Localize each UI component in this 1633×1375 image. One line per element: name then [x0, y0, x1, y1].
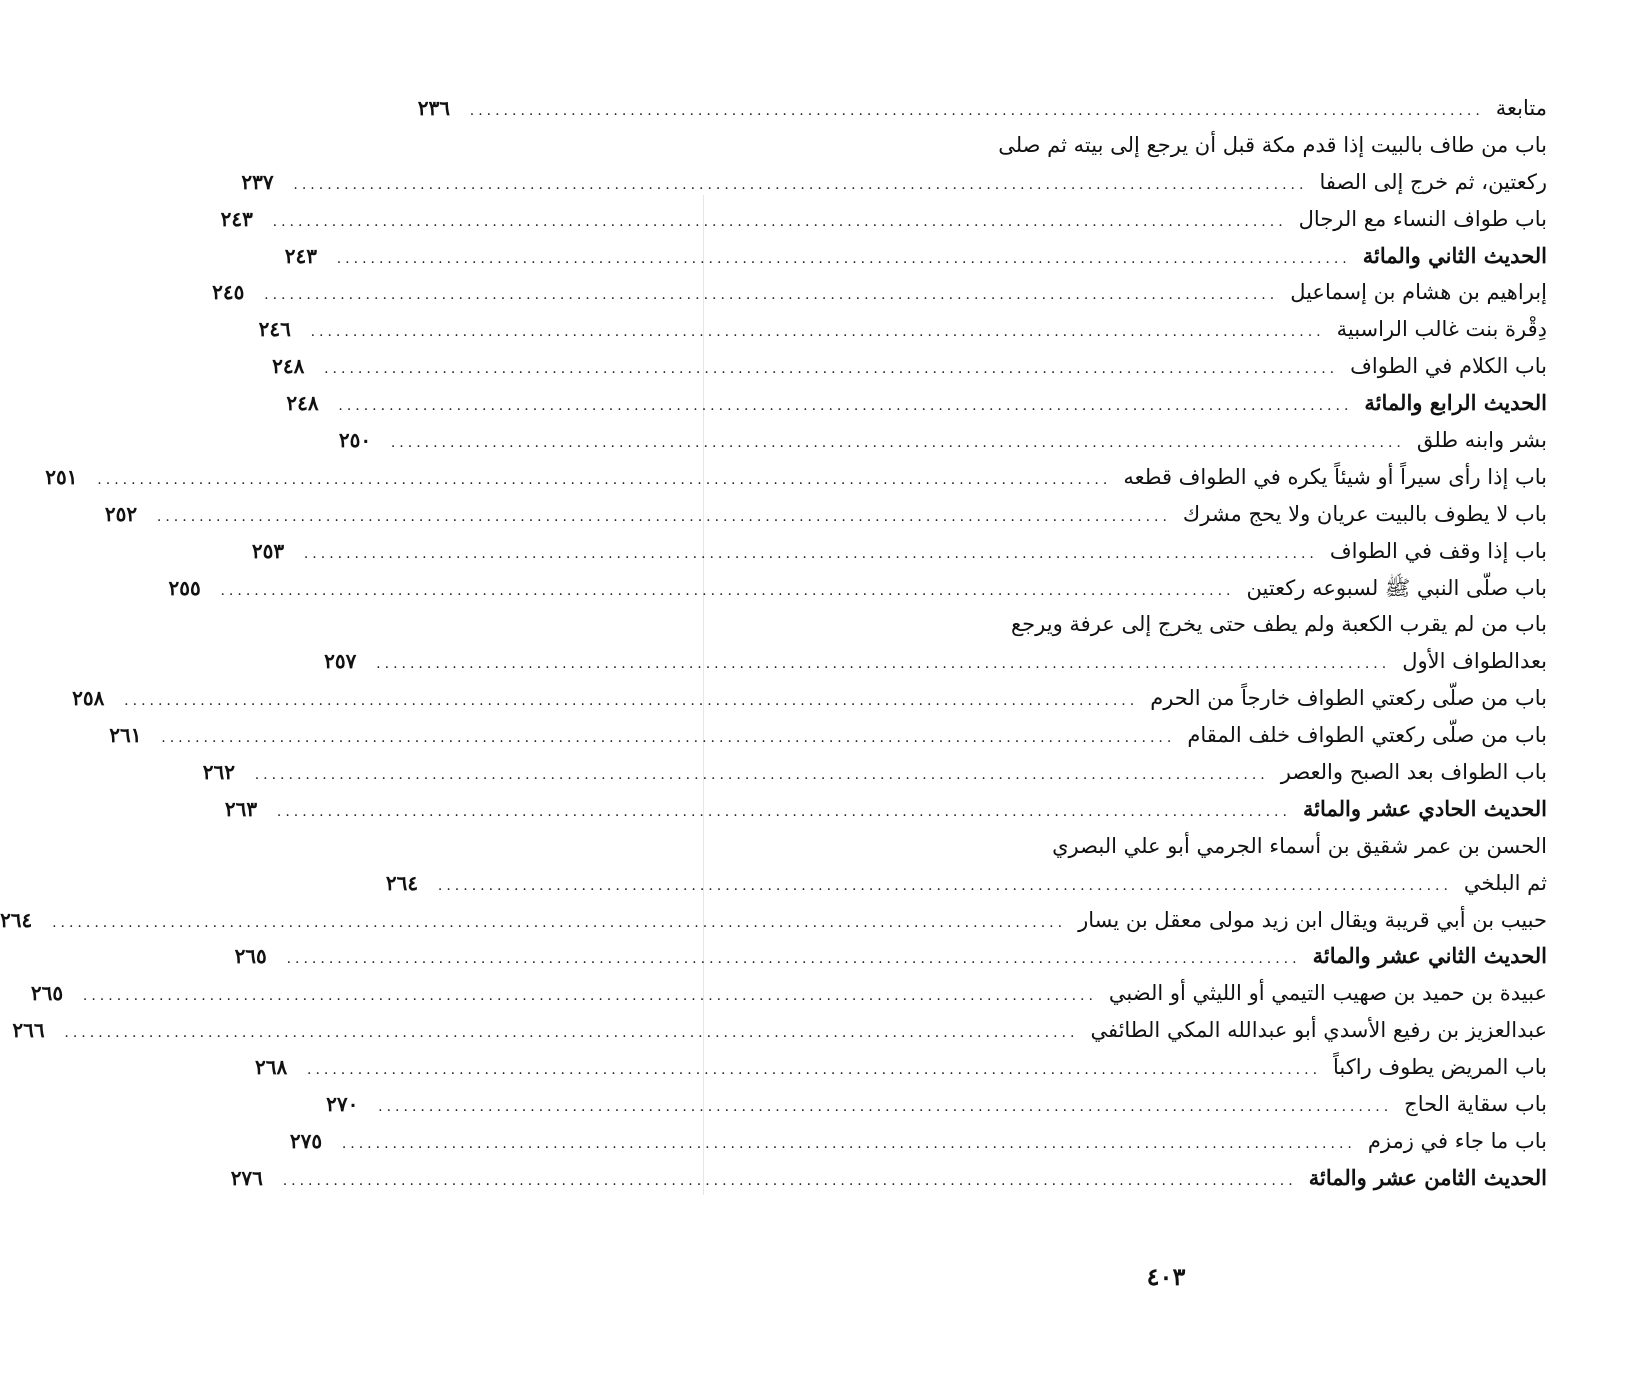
entry-page: ٢٦٥	[30, 981, 64, 1006]
toc-entry	[212, 274, 1547, 311]
entry-title: باب إذا رأى سيراً أو شيئاً يكره في الطواف قطعه	[1123, 464, 1547, 489]
toc-entry	[30, 975, 1547, 1012]
entry-title: باب من طاف بالبيت إذا قدم مكة قبل أن يرجع إلى بيته ثم صلى	[998, 132, 1547, 157]
entry-page: ٢٥٥	[168, 575, 201, 600]
entry-page: ٢٦٤	[0, 907, 33, 932]
entry-page: ٢٥٣	[251, 538, 285, 563]
toc-heading	[230, 1160, 1547, 1197]
entry-title: ركعتين، ثم خرج إلى الصفا	[1319, 169, 1547, 194]
dot-leader: ........................................................................................................................	[324, 361, 1339, 378]
dot-leader: ........................................................................................................................	[124, 693, 1139, 710]
dot-leader: ........................................................................................................................	[64, 1025, 1079, 1042]
dot-leader: ........................................................................................................................	[293, 176, 1308, 193]
entry-title: باب الطواف بعد الصبح والعصر	[1280, 760, 1547, 785]
dot-leader: ........................................................................................................................	[97, 471, 1112, 488]
entry-page: ٢٧٠	[326, 1092, 359, 1117]
entry-title: باب صلّى النبي ﷺ لسبوعه ركعتين	[1246, 575, 1547, 600]
dot-leader: ........................................................................................................................	[437, 877, 1452, 894]
entry-title: باب من لم يقرب الكعبة ولم يطف حتى يخرج إلى عرفة ويرجع	[1010, 612, 1547, 637]
entry-title: متابعة	[1495, 96, 1547, 120]
toc-entry	[168, 570, 1547, 607]
heading-title: الحديث الحادي عشر والمائة	[1302, 795, 1547, 821]
heading-title: الحديث الثامن عشر والمائة	[1308, 1164, 1547, 1190]
heading-title: الحديث الثاني والمائة	[1362, 242, 1547, 268]
entry-title: عبيدة بن حميد بن صهيب التيمي أو الليثي أو الضبي	[1108, 981, 1547, 1006]
toc-entry	[417, 90, 1547, 127]
entry-page: ٢٥١	[45, 464, 78, 489]
dot-leader: ........................................................................................................................	[338, 398, 1353, 415]
entry-page: ٢٤٣	[284, 243, 317, 268]
dot-leader: ........................................................................................................................	[307, 1062, 1322, 1079]
heading-title: الحديث الرابع والمائة	[1364, 390, 1547, 416]
toc-entry	[782, 127, 1547, 164]
entry-page: ٢٥٧	[324, 649, 357, 674]
entry-page: ٢٤٥	[212, 280, 245, 305]
entry-page: ٢٧٥	[289, 1128, 323, 1153]
dot-leader: ........................................................................................................................	[341, 1135, 1356, 1152]
toc-heading	[284, 238, 1547, 275]
entry-title: بشر وابنه طلق	[1416, 428, 1547, 453]
entry-page: ٢٣٦	[417, 96, 450, 120]
entry-page: ٢٤٦	[258, 317, 291, 342]
toc-entry	[782, 606, 1547, 643]
entry-page: ٢٧٦	[230, 1165, 263, 1190]
toc-entry	[782, 828, 1547, 865]
entry-page: ٢٤٨	[272, 354, 305, 379]
dot-leader: ........................................................................................................................	[264, 287, 1279, 304]
toc-entry	[12, 1012, 1547, 1049]
dot-leader: ........................................................................................................................	[220, 582, 1235, 599]
entry-title: باب الكلام في الطواف	[1350, 354, 1547, 379]
entry-page: ٢٥٠	[338, 428, 372, 453]
toc-entry	[241, 164, 1547, 201]
dot-leader: ........................................................................................................................	[272, 213, 1287, 230]
entry-title: إبراهيم بن هشام بن إسماعيل	[1290, 280, 1547, 305]
dot-leader: ........................................................................................................................	[161, 730, 1176, 747]
dot-leader: ........................................................................................................................	[376, 656, 1391, 673]
toc-entry	[326, 1086, 1547, 1123]
dot-leader: ........................................................................................................................	[303, 545, 1318, 562]
entry-page: ٢٥٨	[72, 686, 105, 711]
dot-leader: ........................................................................................................................	[254, 767, 1269, 784]
toc-entry	[0, 902, 1547, 939]
dot-leader: ........................................................................................................................	[336, 250, 1351, 267]
dot-leader: ........................................................................................................................	[156, 508, 1171, 525]
dot-leader: ........................................................................................................................	[82, 988, 1097, 1005]
toc-entry	[202, 754, 1547, 791]
entry-page: ٢٦٣	[224, 796, 258, 821]
toc-entry	[272, 348, 1547, 385]
page-number: ٤٠٣	[1146, 1262, 1186, 1291]
toc-entry	[258, 311, 1547, 348]
entry-title: ثم البلخي	[1463, 870, 1547, 895]
entry-page: ٢٤٨	[286, 391, 319, 416]
toc-entry	[45, 459, 1547, 496]
heading-title: الحديث الثاني عشر والمائة	[1312, 943, 1547, 969]
entry-page: ٢٥٢	[104, 501, 138, 526]
entry-title: بعدالطواف الأول	[1402, 649, 1547, 674]
dot-leader: ........................................................................................................................	[276, 803, 1291, 820]
toc-heading	[234, 938, 1547, 975]
entry-title: باب لا يطوف بالبيت عريان ولا يحج مشرك	[1182, 501, 1547, 526]
toc-entry	[104, 496, 1547, 533]
entry-title: حبيب بن أبي قريبة ويقال ابن زيد مولى معقل بن يسار	[1078, 907, 1547, 932]
entry-title: الحسن بن عمر شقيق بن أسماء الجرمي أبو علي البصري	[1052, 833, 1547, 858]
dot-leader: ........................................................................................................................	[390, 435, 1405, 452]
entry-title: دِقْرة بنت غالب الراسبية	[1336, 317, 1547, 342]
toc-entry	[324, 643, 1547, 680]
toc-heading	[286, 385, 1547, 422]
entry-title: باب من صلّى ركعتي الطواف خارجاً من الحرم	[1150, 686, 1547, 711]
dot-leader: ........................................................................................................................	[286, 951, 1301, 968]
dot-leader: ........................................................................................................................	[282, 1172, 1297, 1189]
entry-title: باب إذا وقف في الطواف	[1329, 538, 1547, 563]
toc-entry	[251, 533, 1547, 570]
dot-leader: ........................................................................................................................	[469, 103, 1484, 119]
entry-page: ٢٦٤	[385, 870, 419, 895]
entry-page: ٢٦٥	[234, 944, 267, 969]
entry-title: باب ما جاء في زمزم	[1367, 1128, 1547, 1153]
entry-title: باب المريض يطوف راكباً	[1333, 1055, 1547, 1080]
entry-title: باب طواف النساء مع الرجال	[1298, 206, 1547, 231]
entry-page: ٢٣٧	[241, 169, 274, 194]
toc-entry	[220, 201, 1547, 238]
entry-title: باب سقاية الحاج	[1404, 1092, 1547, 1117]
entry-title: عبدالعزيز بن رفيع الأسدي أبو عبدالله المكي الطائفي	[1090, 1018, 1547, 1043]
toc-entry	[385, 865, 1547, 902]
toc-entry	[72, 680, 1547, 717]
entry-page: ٢٤٣	[220, 206, 253, 231]
entry-page: ٢٦١	[109, 723, 142, 748]
entry-title: باب من صلّى ركعتي الطواف خلف المقام	[1187, 723, 1547, 748]
entry-page: ٢٦٦	[12, 1018, 45, 1043]
table-of-contents	[0, 90, 1547, 1197]
dot-leader: ........................................................................................................................	[378, 1099, 1393, 1116]
toc-entry	[255, 1049, 1547, 1086]
entry-page: ٢٦٨	[255, 1055, 288, 1080]
toc-heading	[224, 791, 1547, 828]
entry-page: ٢٦٢	[202, 760, 235, 785]
toc-entry	[289, 1123, 1547, 1160]
dot-leader: ........................................................................................................................	[310, 324, 1325, 341]
toc-entry	[338, 422, 1547, 459]
toc-entry	[109, 717, 1547, 754]
dot-leader: ........................................................................................................................	[52, 914, 1067, 931]
